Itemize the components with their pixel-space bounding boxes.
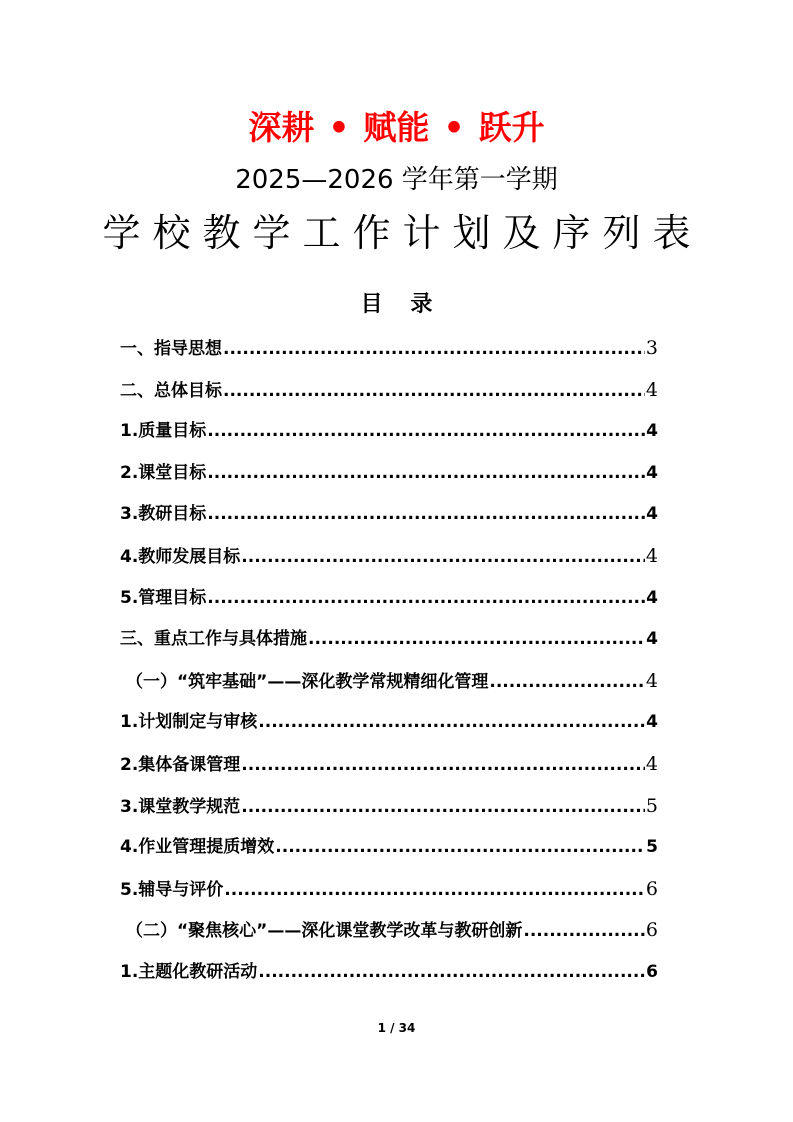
separator-dot-icon: • (328, 108, 350, 147)
dot-leader (207, 496, 645, 532)
toc-entry-page: 6 (645, 877, 658, 900)
toc-entry-label: 2.课堂目标 (120, 462, 207, 483)
toc-entry[interactable] (120, 746, 658, 788)
table-of-contents (120, 330, 658, 996)
toc-entry-page: 4 (646, 504, 658, 525)
toc-heading: 目 录 (360, 292, 443, 317)
toc-entry-page: 4 (646, 712, 658, 733)
toc-entry-page: 5 (645, 794, 658, 817)
dot-leader (223, 373, 645, 409)
toc-entry-page: 5 (646, 837, 658, 858)
dot-leader (258, 954, 645, 990)
toc-entry-label: 4.教师发展目标 (120, 546, 241, 567)
dot-leader (223, 331, 645, 367)
toc-entry-page: 4 (645, 378, 658, 401)
dot-leader (523, 913, 645, 949)
toc-entry[interactable] (120, 538, 658, 580)
slogan-part-1: 深耕 (248, 108, 315, 147)
toc-entry-label: 1.计划制定与审核 (120, 712, 258, 733)
toc-entry-label: 2.集体备课管理 (120, 754, 241, 775)
document-title: 学校教学工作计划及序列表 (102, 211, 703, 255)
slogan-part-2: 赋能 (363, 108, 430, 147)
term-subtitle: 2025—2026 学年第一学期 (235, 165, 558, 195)
toc-entry[interactable] (120, 954, 658, 996)
toc-entry-page: 6 (646, 961, 658, 982)
toc-entry-label: （一）“筑牢基础”——深化教学常规精细化管理 (126, 671, 489, 692)
toc-entry[interactable] (120, 330, 658, 372)
toc-entry[interactable] (120, 663, 658, 705)
dot-leader (224, 872, 645, 908)
toc-entry-page: 3 (645, 337, 658, 359)
toc-entry-label: 4.作业管理提质增效 (120, 837, 275, 858)
toc-entry[interactable] (120, 372, 658, 414)
toc-entry-label: 二、总体目标 (120, 380, 222, 401)
toc-entry-page: 4 (646, 462, 658, 483)
slogan-part-3: 跃升 (478, 108, 545, 147)
toc-entry-label: 三、重点工作与具体措施 (120, 629, 307, 650)
dot-leader (207, 580, 645, 616)
toc-entry[interactable] (120, 788, 658, 830)
toc-entry-page: 4 (646, 587, 658, 608)
dot-leader (207, 413, 645, 449)
separator-dot-icon: • (443, 108, 465, 147)
toc-entry-label: 5.辅导与评价 (120, 879, 224, 900)
toc-entry[interactable] (120, 871, 658, 913)
dot-leader (241, 789, 645, 825)
slogan (0, 103, 793, 153)
page-number: 1 / 34 (377, 1021, 416, 1035)
toc-entry-label: 一、指导思想 (120, 339, 222, 359)
toc-entry[interactable] (120, 413, 658, 455)
dot-leader (308, 621, 645, 657)
toc-entry[interactable] (120, 455, 658, 497)
dot-leader (241, 747, 645, 783)
dot-leader (489, 664, 645, 700)
toc-entry[interactable] (120, 580, 658, 622)
toc-entry-label: 1.主题化教研活动 (120, 961, 258, 982)
dot-leader (207, 455, 645, 491)
toc-entry-label: 1.质量目标 (120, 421, 207, 442)
toc-entry[interactable] (120, 621, 658, 663)
toc-entry-page: 4 (645, 669, 658, 692)
toc-entry[interactable] (120, 912, 658, 954)
toc-entry-label: 3.课堂教学规范 (120, 796, 241, 817)
dot-leader (241, 539, 645, 575)
toc-entry[interactable] (120, 704, 658, 746)
toc-entry-label: 3.教研目标 (120, 504, 207, 525)
toc-entry-page: 4 (646, 421, 658, 442)
toc-entry-page: 4 (645, 544, 658, 567)
dot-leader (275, 829, 645, 865)
toc-entry-page: 4 (646, 629, 658, 650)
toc-entry[interactable] (120, 829, 658, 871)
toc-entry-page: 6 (645, 919, 658, 942)
toc-entry-label: （二）“聚焦核心”——深化课堂教学改革与教研创新 (126, 921, 523, 942)
toc-entry[interactable] (120, 496, 658, 538)
toc-entry-label: 5.管理目标 (120, 587, 207, 608)
dot-leader (258, 704, 645, 740)
toc-entry-page: 4 (645, 752, 658, 775)
